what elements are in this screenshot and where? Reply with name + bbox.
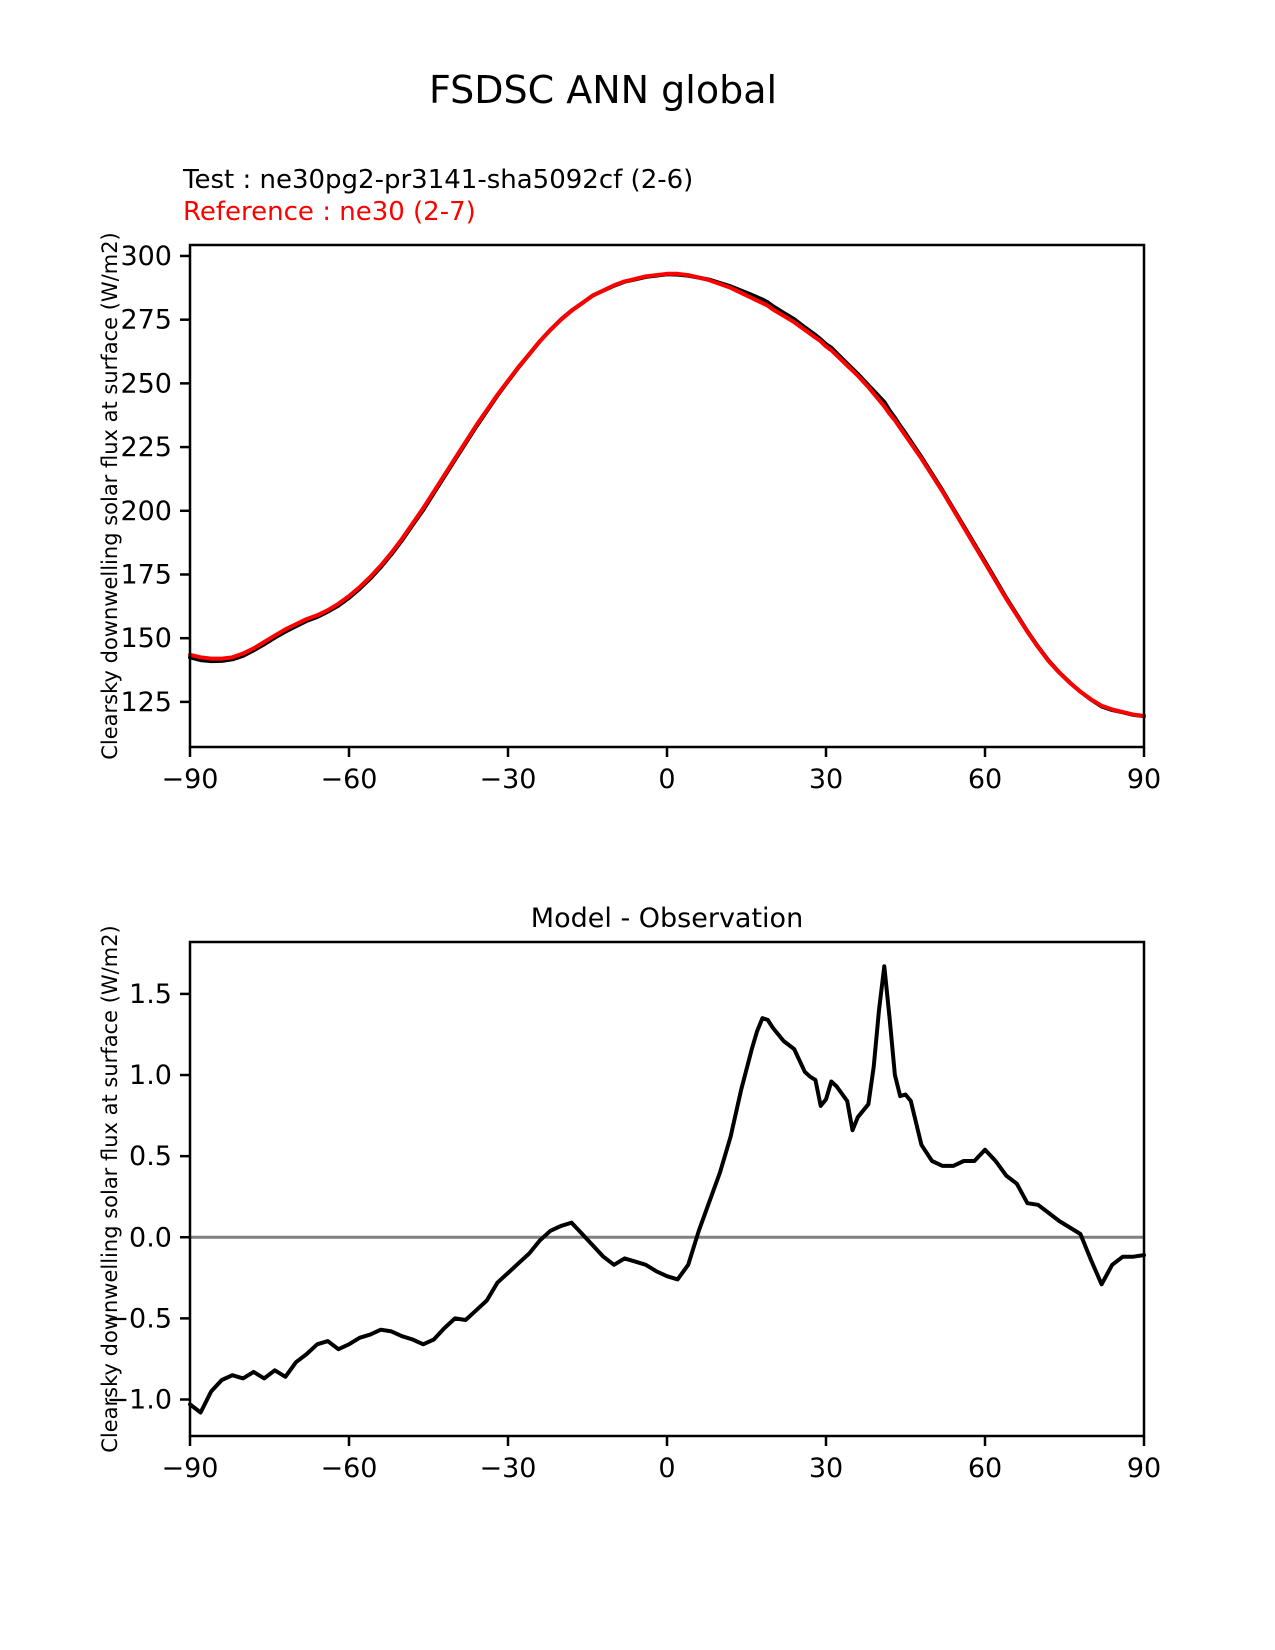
- x-tick-label: 90: [1126, 764, 1162, 795]
- y-tick-label: 250: [120, 368, 172, 400]
- series-line-model-minus-observation: [190, 966, 1144, 1412]
- y-tick-label: 300: [120, 240, 172, 272]
- bottom-chart-ylabel: Clearsky downwelling solar flux at surface (W/m2): [98, 925, 122, 1453]
- y-tick-label: 225: [120, 432, 172, 464]
- y-tick-label: 1.0: [129, 1060, 172, 1092]
- x-tick-label: −30: [479, 1453, 537, 1484]
- legend-reference-label: Reference : ne30 (2-7): [183, 197, 476, 227]
- x-tick-label: 90: [1126, 1453, 1162, 1484]
- y-tick-label: 175: [120, 559, 172, 591]
- y-tick-label: 275: [120, 304, 172, 336]
- axes-frame: [190, 942, 1144, 1436]
- chart-difference: [106, 942, 1161, 1484]
- y-tick-label: 0.0: [129, 1222, 172, 1254]
- top-chart-ylabel: Clearsky downwelling solar flux at surface (W/m2): [98, 232, 122, 760]
- x-tick-label: 0: [658, 764, 676, 795]
- y-tick-label: 200: [120, 495, 172, 527]
- figure-title: FSDSC ANN global: [428, 68, 778, 112]
- y-tick-label: −0.5: [106, 1303, 172, 1335]
- x-tick-label: 0: [658, 1453, 676, 1484]
- y-tick-label: 150: [120, 623, 172, 655]
- x-tick-label: −60: [320, 764, 378, 795]
- bottom-chart-title: Model - Observation: [530, 903, 804, 934]
- y-tick-label: 125: [120, 686, 172, 718]
- x-tick-label: −90: [161, 764, 219, 795]
- x-tick-label: 60: [967, 764, 1003, 795]
- y-tick-label: 1.5: [129, 978, 172, 1010]
- x-tick-label: −60: [320, 1453, 378, 1484]
- y-tick-label: 0.5: [129, 1141, 172, 1173]
- x-tick-label: −90: [161, 1453, 219, 1484]
- chart-zonal-mean-profile: [120, 241, 1161, 795]
- x-tick-label: 60: [967, 1453, 1003, 1484]
- x-tick-label: 30: [808, 764, 844, 795]
- series-line-test: [190, 274, 1144, 716]
- series-line-reference: [190, 274, 1144, 716]
- axes-frame: [190, 245, 1144, 747]
- legend-test-label: Test : ne30pg2-pr3141-sha5092cf (2-6): [183, 165, 694, 195]
- x-tick-label: 30: [808, 1453, 844, 1484]
- x-tick-label: −30: [479, 764, 537, 795]
- y-tick-label: −1.0: [106, 1384, 172, 1416]
